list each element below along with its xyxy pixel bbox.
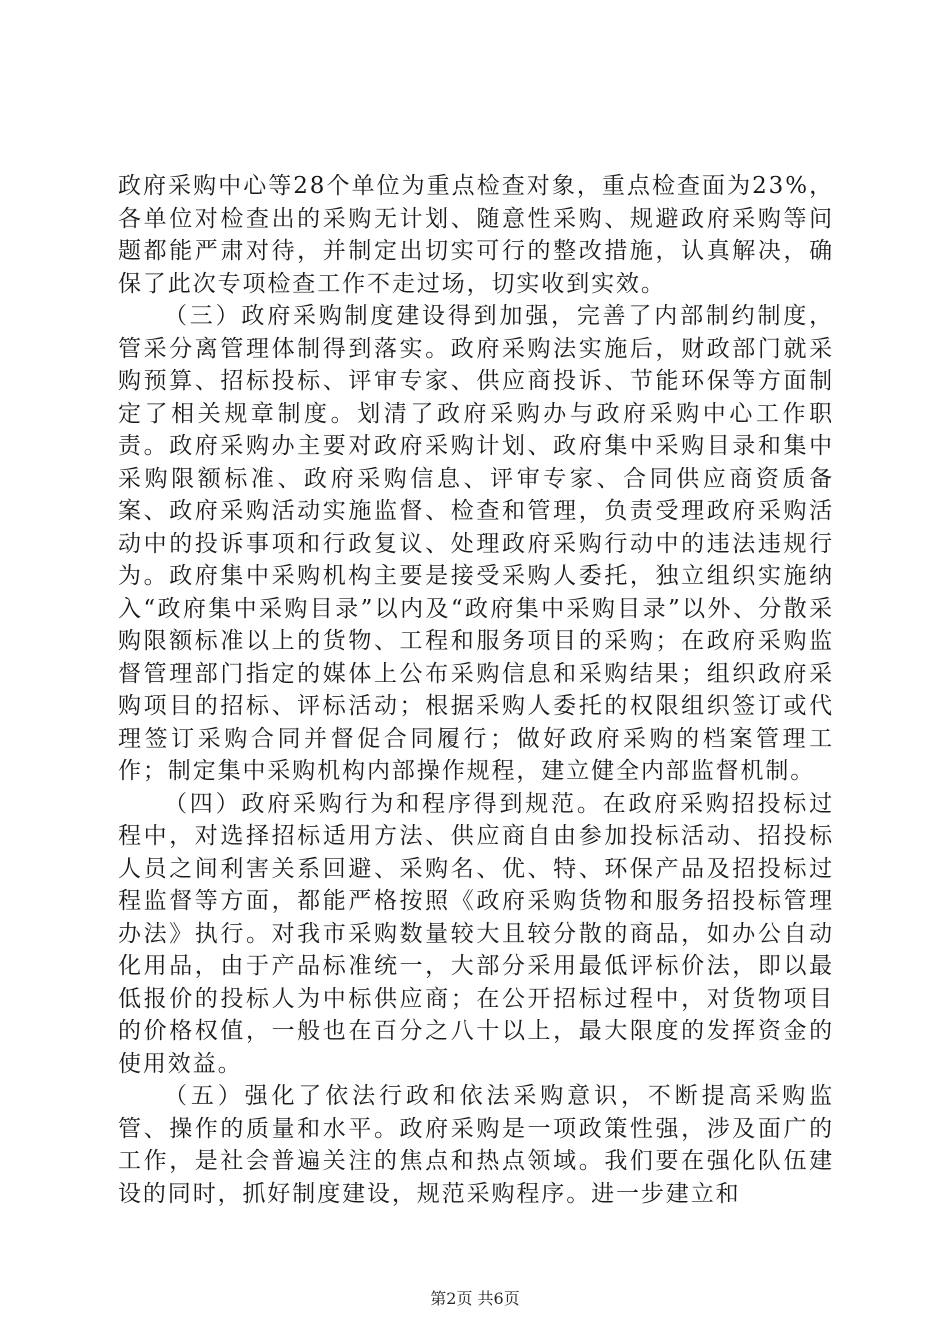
paragraph-continuation: 政府采购中心等28个单位为重点检查对象，重点检查面为23%，各单位对检查出的采购无计划、随意性采购、规避政府采购等问题都能严肃对待，并制定出切实可行的整改措施，认真解决，确保了此次专项检查工作不走过场，切实收到实效。 [118,173,834,297]
paragraph-section-3: （三）政府采购制度建设得到加强，完善了内部制约制度，管采分离管理体制得到落实。政府采购法实施后，财政部门就采购预算、招标投标、评审专家、供应商投诉、节能环保等方面制定了相关规章制度。划清了政府采购办与政府采购中心工作职责。政府采购办主要对政府采购计划、政府集中采购目录和集中采购限额标准、政府采购信息、评审专家、合同供应商资质备案、政府采购活动实施监督、检查和管理，负责受理政府采购活动中的投诉事项和行政复议、处理政府采购行动中的违法违规行为。政府集中采购机构主要是接受采购人委托，独立组织实施纳入“政府集中采购目录”以内及“政府集中采购目录”以外、分散采购限额标准以上的货物、工程和服务项目的采购；在政府采购监督管理部门指定的媒体上公布采购信息和采购结果；组织政府采购项目的招标、评标活动；根据采购人委托的权限组织签订或代理签订采购合同并督促合同履行；做好政府采购的档案管理工作；制定集中采购机构内部操作规程，建立健全内部监督机制。 [118,303,834,784]
document-body [118,170,834,1210]
paragraph-section-4: （四）政府采购行为和程序得到规范。在政府采购招投标过程中，对选择招标适用方法、供应商自由参加投标活动、招投标人员之间利害关系回避、采购名、优、特、环保产品及招投标过程监督等方面，都能严格按照《政府采购货物和服务招投标管理办法》执行。对我市采购数量较大且较分散的商品，如办公自动化用品，由于产品标准统一，大部分采用最低评标价法，即以最低报价的投标人为中标供应商；在公开招标过程中，对货物项目的价格权值，一般也在百分之八十以上，最大限度的发挥资金的使用效益。 [118,790,834,1077]
page-footer: 第2页 共6页 [430,1289,520,1308]
paragraph-section-5: （五）强化了依法行政和依法采购意识，不断提高采购监管、操作的质量和水平。政府采购是一项政策性强，涉及面广的工作，是社会普遍关注的焦点和热点领域。我们要在强化队伍建设的同时，抓好制度建设，规范采购程序。进一步建立和 [118,1083,834,1207]
